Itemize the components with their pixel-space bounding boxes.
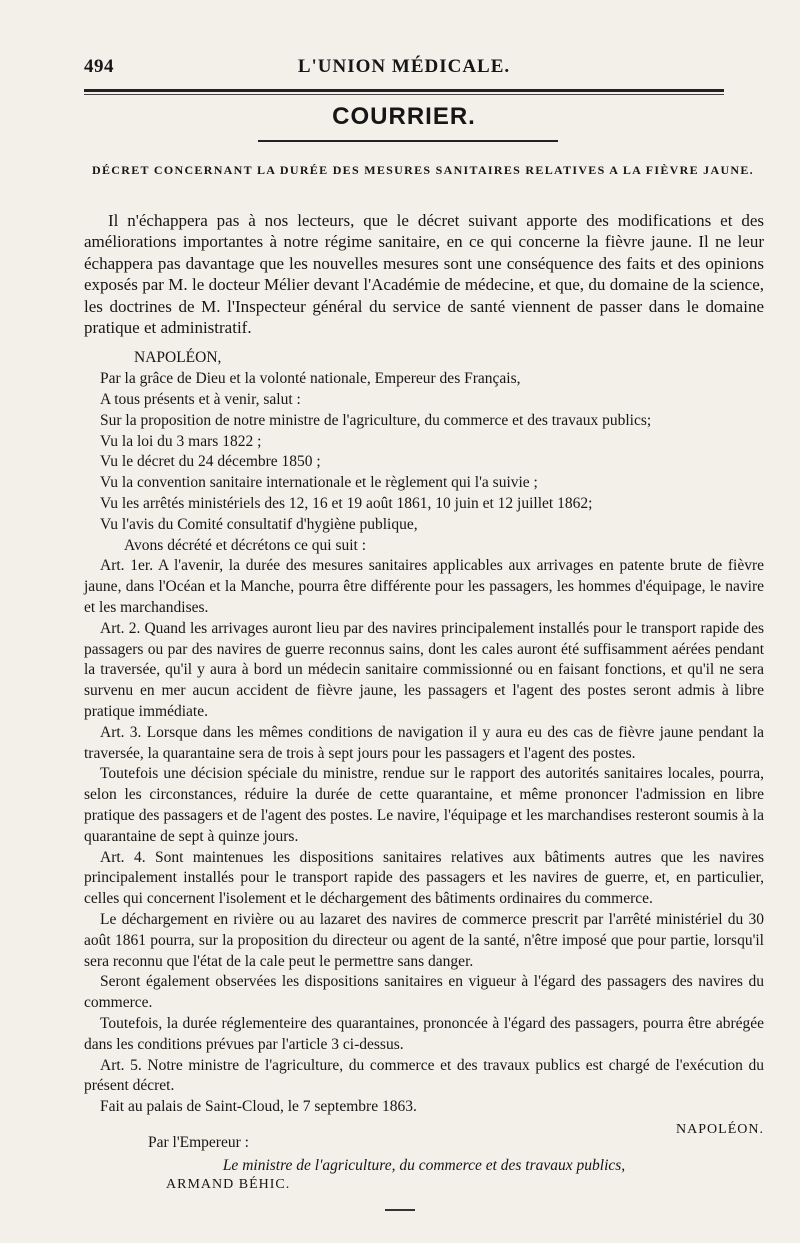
emperor-name: NAPOLÉON, xyxy=(134,349,222,367)
articles xyxy=(84,556,764,1118)
considerant-line: A tous présents et à venir, salut : xyxy=(100,391,301,409)
considerant-line: Vu le décret du 24 décembre 1850 ; xyxy=(100,453,321,471)
minister-name: ARMAND BÉHIC. xyxy=(166,1177,291,1192)
article-5: Art. 5. Notre ministre de l'agriculture, du commerce et des travaux publics est chargé de l'exécution du présent décret. xyxy=(84,1056,764,1095)
intro-text: Il n'échappera pas à nos lecteurs, que le décret suivant apporte des modifications et des améliorations importantes à notre régime sanitaire, en ce qui concerne la fièvre jaune. Il ne leur échappera pas davantage que les nouvelles mesures sont une conséquence des faits et des opinions exposés par M. le docteur Mélier devant l'Académie de médecine, et que, du domaine de la science, les doctrines de M. l'Inspecteur général du service de santé viennent de passer dans le domaine pratique et administratif. xyxy=(84,211,764,338)
intro-paragraph xyxy=(84,210,764,338)
article-4-paragraph: Seront également observées les dispositions sanitaires en vigueur à l'égard des passagers des navires du commerce. xyxy=(84,973,764,1012)
title-rule xyxy=(258,140,558,142)
article-4: Art. 4. Sont maintenues les dispositions sanitaires relatives aux bâtiments autres que les navires principalement installés pour le transport rapide des passagers et les navires de guerre, et, en particulier, celles qui concernent l'isolement et le déchargement des bâtiments ordinaires du commerce. xyxy=(84,848,764,908)
page-number: 494 xyxy=(84,56,114,77)
header-rule-thin xyxy=(84,94,724,95)
considerant-line: Vu la convention sanitaire internationale et le règlement qui l'a suivie ; xyxy=(100,474,538,492)
par-empereur: Par l'Empereur : xyxy=(148,1134,249,1151)
section-title: COURRIER. xyxy=(332,103,476,130)
decree-date: Fait au palais de Saint-Cloud, le 7 septembre 1863. xyxy=(100,1098,417,1116)
considerant-line: Par la grâce de Dieu et la volonté nationale, Empereur des Français, xyxy=(100,370,521,388)
article-4-paragraph: Le déchargement en rivière ou au lazaret des navires de commerce prescrit par l'arrêté ministériel du 30 août 1861 pourra, sur la proposition du directeur ou agent de la santé, n'être imposé que pour partie, lorsqu'il sera reconnu que l'état de la cale peut le permettre sans danger. xyxy=(84,910,764,970)
article-4-paragraph: Toutefois, la durée réglementeire des quarantaines, prononcée à l'égard des passagers, pourra être abrégée dans les conditions prévues par l'article 3 ci-dessus. xyxy=(84,1014,764,1053)
document-body xyxy=(84,210,764,1118)
emperor-signature: NAPOLÉON. xyxy=(676,1122,764,1137)
minister-title: Le ministre de l'agriculture, du commerce et des travaux publics, xyxy=(222,1157,626,1174)
footer-rule xyxy=(385,1209,415,1211)
considerant-line: Vu les arrêtés ministériels des 12, 16 et 19 août 1861, 10 juin et 12 juillet 1862; xyxy=(100,495,593,513)
considerant-line: Sur la proposition de notre ministre de l'agriculture, du commerce et des travaux publics; xyxy=(100,411,652,429)
article-3: Art. 3. Lorsque dans les mêmes conditions de navigation il y aura eu des cas de fièvre jaune pendant la traversée, la quarantaine sera de trois à sept jours pour les passagers et l'agent des postes. xyxy=(84,723,764,762)
article-3-paragraph: Toutefois une décision spéciale du ministre, rendue sur le rapport des autorités sanitaires locales, pourra, selon les circonstances, réduire la durée de cette quarantaine, et même prononcer l'admission en libre pratique des passagers et de l'agent des postes. Le navire, l'équipage et les marchandises resteront soumis à la quarantaine de sept à quinze jours. xyxy=(84,765,764,845)
article-1: Art. 1er. A l'avenir, la durée des mesures sanitaires applicables aux arrivages en patente brute de fièvre jaune, dans l'Océan et la Manche, pourra être différente pour les passagers, les hommes d'équipage, le navire et les marchandises. xyxy=(84,557,764,616)
header-rule xyxy=(84,89,724,92)
decree-title: DÉCRET CONCERNANT LA DURÉE DES MESURES SANITAIRES RELATIVES A LA FIÈVRE JAUNE. xyxy=(92,163,754,177)
page-header xyxy=(84,56,724,86)
decree-formula: Avons décrété et décrétons ce qui suit : xyxy=(124,536,367,554)
considerant-line: Vu la loi du 3 mars 1822 ; xyxy=(100,432,262,450)
article-2: Art. 2. Quand les arrivages auront lieu par des navires principalement installés pour le transport rapide des passagers ou par des navires de guerre reconnus sains, dont les cales auront été suffisamment aérées pendant la traversée, qu'il y aura à bord un médecin sanitaire commissionné ou en faisant fonctions, et qu'il ne sera survenu en mer aucun accident de fièvre jaune, les passagers et l'agent des postes seront admis à libre pratique immédiate. xyxy=(84,619,764,720)
considerants xyxy=(84,369,764,535)
considerant-line: Vu l'avis du Comité consultatif d'hygiène publique, xyxy=(100,515,418,533)
running-title: L'UNION MÉDICALE. xyxy=(297,56,511,77)
